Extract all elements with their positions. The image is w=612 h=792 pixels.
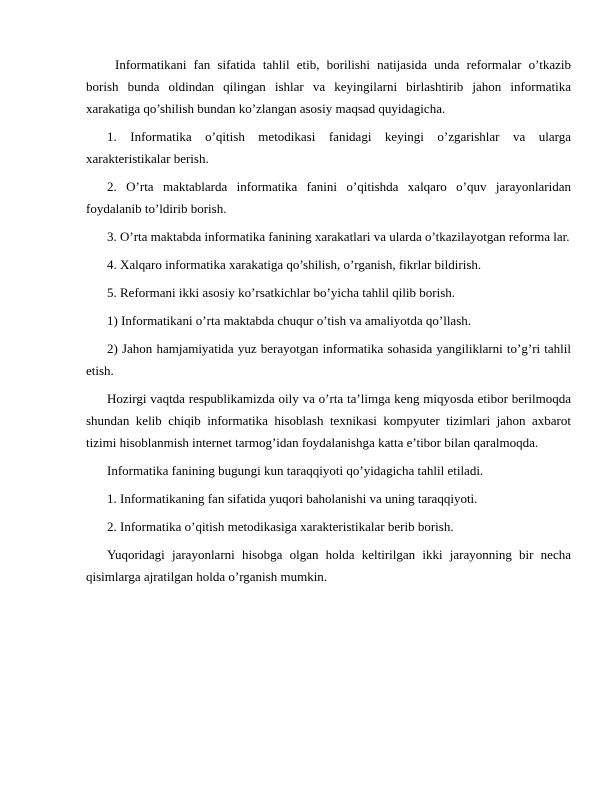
paragraph-item-1: 1. Informatika o’qitish metodikasi fanidagi keyingi o’zgarishlar va ularga xarakteristikalar berish.: [86, 129, 571, 166]
paragraph-item-2: 2. O’rta maktablarda informatika fanini o’qitishda xalqaro o’quv jarayonlaridan foydalanib to’ldirib borish.: [86, 179, 571, 216]
paragraph-analysis-intro: Informatika fanining bugungi kun taraqqiyoti qo’yidagicha tahlil etiladi.: [107, 463, 484, 478]
paragraph-analysis-2: 2. Informatika o’qitish metodikasiga xarakteristikalar berib borish.: [107, 519, 454, 534]
paragraph-item-5: 5. Reformani ikki asosiy ko’rsatkichlar bo’yicha tahlil qilib borish.: [107, 285, 456, 300]
paragraph-analysis-1: 1. Informatikaning fan sifatida yuqori baholanishi va uning taraqqiyoti.: [107, 491, 478, 506]
paragraph-subitem-2: 2) Jahon hamjamiyatida yuz berayotgan informatika sohasida yangiliklarni to’g’ri tahlil etish.: [86, 341, 571, 378]
paragraph-item-4: 4. Xalqaro informatika xarakatiga qo’shilish, o’rganish, fikrlar bildirish.: [107, 257, 482, 272]
paragraph-conclusion: Yuqoridagi jarayonlarni hisobga olgan holda keltirilgan ikki jarayonning bir necha qisimlarga ajratilgan holda o’rganish mumkin.: [86, 547, 571, 584]
paragraph-intro: Informatikani fan sifatida tahlil etib, borilishi natijasida unda reformalar o’tkazib borish bunda oldindan qilingan ishlar va keyingilarni birlashtirib jahon informatika xarakatiga qo’shilish bundan ko’zlangan asosiy maqsad quyidagicha.: [86, 57, 571, 116]
paragraph-subitem-1: 1) Informatikani o’rta maktabda chuqur o’tish va amaliyotda qo’llash.: [107, 313, 472, 328]
paragraph-current-state: Hozirgi vaqtda respublikamizda oily va o’rta ta’limga keng miqyosda etibor berilmoqda shundan kelib chiqib informatika hisoblash texnikasi kompyuter tizimlari jahon axbarot tizimi hisoblanmish internet tarmog’idan foydalanishga katta e’tibor bilan qaralmoqda.: [86, 391, 571, 450]
paragraph-item-3: 3. O’rta maktabda informatika fanining xarakatlari va ularda o’tkazilayotgan reforma lar.: [107, 229, 570, 244]
document-body: [86, 54, 571, 594]
